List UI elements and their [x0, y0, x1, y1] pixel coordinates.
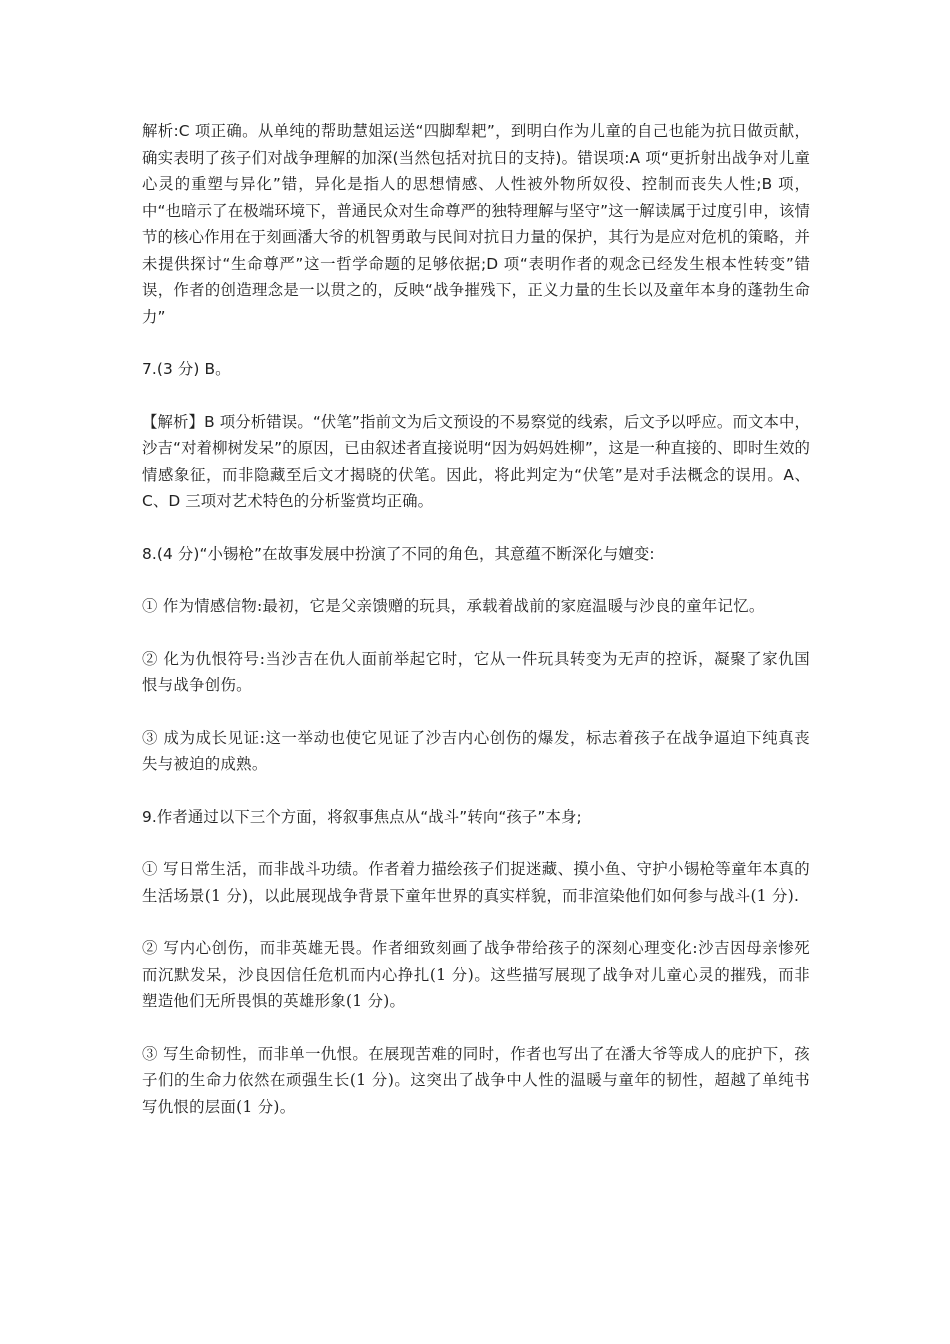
- q8-intro: 8.(4 分)“小锡枪”在故事发展中扮演了不同的角色，其意蕴不断深化与嬗变:: [142, 544, 655, 563]
- q8-point-3: ③ 成为成长见证:这一举动也使它见证了沙吉内心创伤的爆发，标志着孩子在战争逼迫下纯真丧失与被迫的成熟。: [142, 728, 810, 773]
- q9-intro: 9.作者通过以下三个方面，将叙事焦点从“战斗”转向“孩子”本身;: [142, 807, 582, 826]
- document-page: [142, 118, 810, 1146]
- q7-analysis-paragraph: 【解析】B 项分析错误。“伏笔”指前文为后文预设的不易察觉的线索，后文予以呼应。而文本中，沙吉“对着柳树发呆”的原因，已由叙述者直接说明“因为妈妈姓柳”，这是一种直接的、即时生效的情感象征，而非隐藏至后文才揭晓的伏笔。因此，将此判定为“伏笔”是对手法概念的误用。A、C、D 三项对艺术特色的分析鉴赏均正确。: [142, 412, 810, 510]
- q9-point-3: ③ 写生命韧性，而非单一仇恨。在展现苦难的同时，作者也写出了在潘大爷等成人的庇护下，孩子们的生命力依然在顽强生长(1 分)。这突出了战争中人性的温暖与童年的韧性，超越了单纯书写仇恨的层面(1 分)。: [142, 1044, 810, 1116]
- q9-point-1: ① 写日常生活，而非战斗功绩。作者着力描绘孩子们捉迷藏、摸小鱼、守护小锡枪等童年本真的生活场景(1 分)，以此展现战争背景下童年世界的真实样貌，而非渲染他们如何参与战斗(1 分).: [142, 860, 810, 905]
- q8-point-1: ① 作为情感信物:最初，它是父亲馈赠的玩具，承载着战前的家庭温暖与沙良的童年记忆。: [142, 597, 765, 615]
- q8-point-2: ② 化为仇恨符号:当沙吉在仇人面前举起它时，它从一件玩具转变为无声的控诉，凝聚了家仇国恨与战争创伤。: [142, 649, 810, 694]
- q9-point-2: ② 写内心创伤，而非英雄无畏。作者细致刻画了战争带给孩子的深刻心理变化:沙吉因母亲惨死而沉默发呆，沙良因信任危机而内心挣扎(1 分)。这些描写展现了战争对儿童心灵的摧残，而非塑造他们无所畏惧的英雄形象(1 分)。: [142, 939, 810, 1010]
- q7-answer: 7.(3 分) B。: [142, 360, 231, 378]
- q6-analysis-paragraph: 解析:C 项正确。从单纯的帮助慧姐运送“四脚犁耙”，到明白作为儿童的自己也能为抗日做贡献，确实表明了孩子们对战争理解的加深(当然包括对抗日的支持)。错误项:A 项“更折射出战争对儿童心灵的重塑与异化”错，异化是指人的思想情感、人性被外物所奴役、控制而丧失人性;B 项，中“也暗示了在极端环境下，普通民众对生命尊严的独特理解与坚守”这一解读属于过度引申，该情节的核心作用在于刻画潘大爷的机智勇敢与民间对抗日力量的保护，其行为是应对危机的策略，并未提供探讨“生命尊严”这一哲学命题的足够依据;D 项“表明作者的观念已经发生根本性转变”错误，作者的创造理念是一以贯之的，反映“战争摧残下，正义力量的生长以及童年本身的蓬勃生命力”: [142, 122, 810, 326]
